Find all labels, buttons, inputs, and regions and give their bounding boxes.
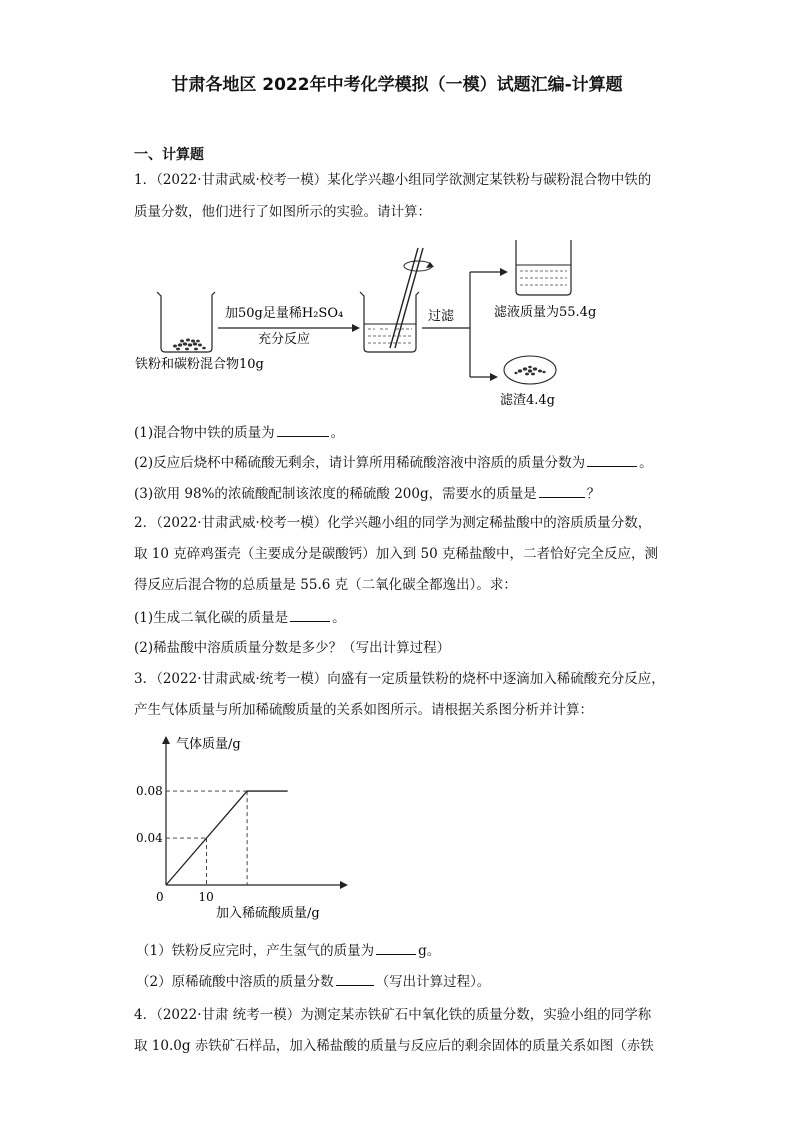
x-tick-label: 0 [156, 890, 164, 904]
q1-sub2-text: (2)反应后烧杯中稀硫酸无剩余，请计算所用稀硫酸溶液中溶质的质量分数为 [134, 455, 586, 471]
filtrate-label: 滤液质量为55.4g [494, 305, 597, 320]
watch-glass-residue [504, 356, 556, 384]
q2-sub1-text: (1)生成二氧化碳的质量是 [134, 610, 289, 626]
gas-mass-chart [130, 735, 350, 925]
q3-line1: 3．（2022·甘肃武威·统考一模）向盛有一定质量铁粉的烧杯中逐滴加入稀硫酸充分反应， [134, 671, 665, 687]
q3-sub1-text: （1）铁粉反应完时，产生氢气的质量为 [136, 943, 375, 959]
series-line [166, 791, 288, 885]
q1-stem-line1: 1．（2022·甘肃武威·校考一模）某化学兴趣小组同学欲测定某铁粉与碳粉混合物中铁的 [134, 172, 652, 188]
q1-sub3-end: ？ [586, 486, 601, 502]
answer-blank[interactable] [539, 484, 585, 498]
answer-blank[interactable] [336, 972, 374, 986]
arrow-reaction [218, 324, 360, 332]
powder-pile [173, 339, 206, 351]
q2-line1: 2．（2022·甘肃武威·校考一模）化学兴趣小组的同学为测定稀盐酸中的溶质质量分数， [134, 515, 652, 531]
q1-sub3-text: (3)欲用 98%的浓硫酸配制该浓度的稀硫酸 200g，需要水的质量是 [134, 486, 537, 502]
q2-line2: 取 10 克碎鸡蛋壳（主要成分是碳酸钙）加入到 50 克稀盐酸中，二者恰好完全反应，测 [134, 546, 659, 562]
q3-sub1-end: g。 [418, 943, 441, 959]
answer-blank[interactable] [376, 941, 416, 955]
q1-sub2-end: 。 [639, 455, 653, 471]
section-heading: 一、计算题 [134, 147, 204, 163]
residue-label: 滤渣4.4g [500, 393, 555, 408]
q2-line3: 得反应后混合物的总质量是 55.6 克（二氧化碳全都逸出）。求： [134, 577, 517, 593]
arrow-filter [422, 268, 508, 381]
answer-blank[interactable] [277, 423, 329, 437]
q1-sub1-end: 。 [330, 425, 345, 441]
q4-line1: 4．（2022·甘肃 统考一模）为测定某赤铁矿石中氧化铁的质量分数，实验小组的同学称 [134, 1007, 652, 1023]
reagent-label: 加50g足量稀H₂SO₄ [225, 306, 344, 321]
y-tick-label: 0.08 [136, 784, 163, 799]
q1-stem-line2: 质量分数，他们进行了如图所示的实验。请计算： [134, 204, 431, 220]
q2-sub2: (2)稀盐酸中溶质质量分数是多少？（写出计算过程） [134, 640, 451, 656]
q2-sub1 [134, 608, 346, 627]
q4-line2: 取 10.0g 赤铁矿石样品，加入稀盐酸的质量与反应后的剩余固体的质量关系如图（赤铁 [134, 1038, 654, 1054]
q1-sub2 [134, 453, 653, 472]
q3-line2: 产生气体质量与所加稀硫酸质量的关系如图所示。请根据关系图分析并计算： [134, 702, 593, 718]
q3-sub1 [136, 941, 440, 960]
q3-sub2 [136, 972, 490, 991]
q1-sub1 [134, 423, 344, 442]
reaction-label: 充分反应 [258, 332, 311, 347]
answer-blank[interactable] [587, 453, 637, 467]
q3-sub2-text: （2）原稀硫酸中溶质的质量分数 [136, 974, 334, 990]
y-axis-label: 气体质量/g [176, 737, 241, 752]
y-tick-label: 0.04 [136, 831, 163, 846]
q1-sub1-text: (1)混合物中铁的质量为 [134, 425, 275, 441]
filter-label: 过滤 [428, 309, 455, 324]
beaker-reaction [360, 248, 434, 352]
mixture-label: 铁粉和碳粉混合物10g [135, 357, 264, 372]
q1-sub3 [134, 484, 600, 503]
beaker-filtrate [512, 240, 574, 295]
beaker-mixture [157, 292, 215, 352]
x-tick-label: 10 [198, 890, 214, 904]
q2-sub1-end: 。 [332, 610, 346, 626]
answer-blank[interactable] [290, 608, 330, 622]
x-axis-label: 加入稀硫酸质量/g [216, 906, 320, 921]
x-axis-arrow [340, 881, 348, 889]
q3-sub2-end: （写出计算过程）。 [375, 974, 491, 990]
experiment-diagram [130, 240, 630, 415]
page-title: 甘肃各地区 2022年中考化学模拟（一模）试题汇编-计算题 [171, 75, 623, 95]
y-axis-arrow [162, 736, 170, 744]
